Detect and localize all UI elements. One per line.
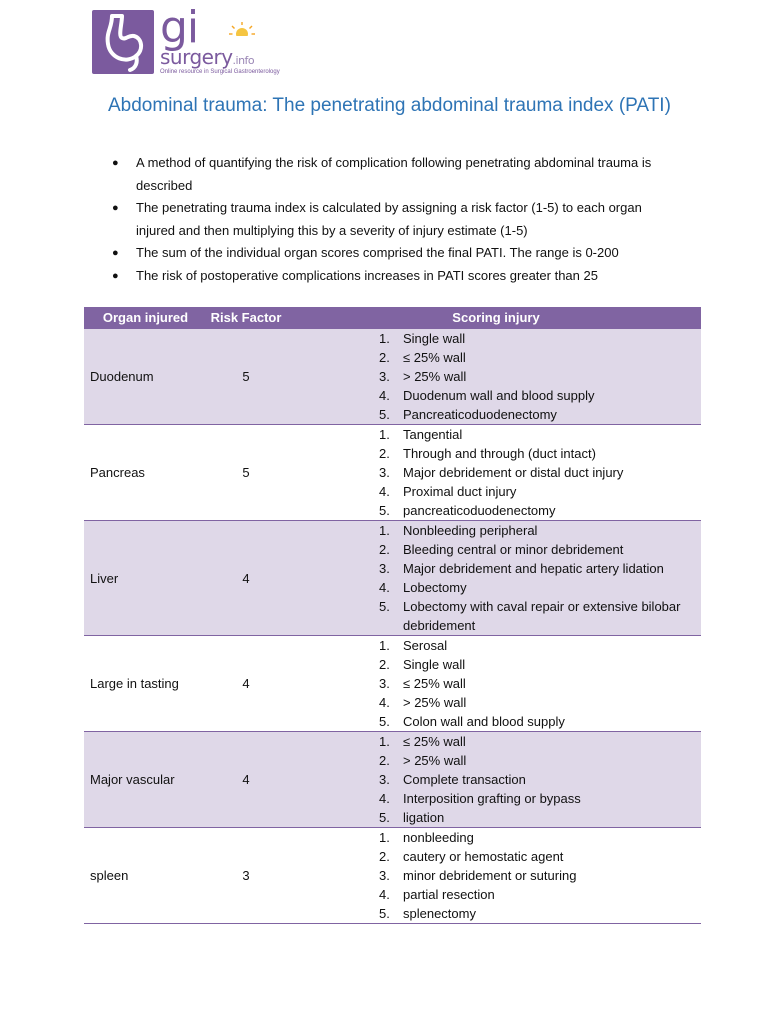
table-row: [84, 732, 701, 828]
organ-cell: spleen: [84, 828, 201, 924]
scoring-text: Colon wall and blood supply: [403, 714, 565, 729]
scoring-text: Major debridement and hepatic artery lidation: [403, 561, 664, 576]
header-organ: Organ injured: [84, 307, 201, 329]
organ-cell: Liver: [84, 521, 201, 636]
scoring-item: 1. Serosal: [379, 638, 448, 653]
stomach-logo-icon: [92, 10, 154, 74]
scoring-item: 4. partial resection: [379, 887, 495, 902]
scoring-item: 4. Interposition grafting or bypass: [379, 791, 581, 806]
logo-suffix: .info: [232, 54, 255, 67]
scoring-text: Bleeding central or minor debridement: [403, 542, 624, 557]
scoring-text: Pancreaticoduodenectomy: [403, 407, 557, 422]
bullet-item: [108, 265, 683, 288]
scoring-cell: [291, 636, 701, 732]
scoring-text: minor debridement or suturing: [403, 868, 577, 883]
scoring-text: Lobectomy with caval repair or extensive bilobar debridement: [403, 599, 681, 633]
page-title: Abdominal trauma: The penetrating abdominal trauma index (PATI): [108, 95, 671, 116]
header-scoring-injury: Scoring injury: [291, 307, 701, 329]
scoring-text: Single wall: [403, 331, 466, 346]
scoring-text: Tangential: [403, 427, 463, 442]
table-row: [84, 329, 701, 425]
table-row: [84, 828, 701, 924]
scoring-item: 4. Lobectomy: [379, 580, 467, 595]
scoring-item: 2. ≤ 25% wall: [379, 350, 466, 365]
table-header-row: [84, 307, 701, 329]
bullet-dot-icon: ●: [112, 202, 119, 214]
bullet-item: [108, 242, 683, 265]
scoring-item: 2. Bleeding central or minor debridement: [379, 542, 624, 557]
scoring-text: ≤ 25% wall: [403, 734, 466, 749]
risk-cell: 5: [201, 425, 291, 521]
scoring-item: 5. Colon wall and blood supply: [379, 714, 565, 729]
scoring-item: 5. ligation: [379, 810, 445, 825]
scoring-text: > 25% wall: [403, 369, 467, 384]
bullet-text: The sum of the individual organ scores comprised the final PATI. The range is 0-200: [136, 245, 619, 260]
scoring-list: [291, 329, 701, 424]
scoring-cell: [291, 732, 701, 828]
table-row: [84, 425, 701, 521]
scoring-text: Complete transaction: [403, 772, 526, 787]
bullet-dot-icon: ●: [112, 157, 119, 169]
scoring-list: [291, 425, 701, 520]
scoring-text: Proximal duct injury: [403, 484, 517, 499]
scoring-text: cautery or hemostatic agent: [403, 849, 564, 864]
scoring-text: Duodenum wall and blood supply: [403, 388, 595, 403]
scoring-item: 3. minor debridement or suturing: [379, 868, 577, 883]
scoring-text: Through and through (duct intact): [403, 446, 596, 461]
scoring-item: 3. > 25% wall: [379, 369, 467, 384]
scoring-text: splenectomy: [403, 906, 476, 921]
scoring-text: ≤ 25% wall: [403, 350, 466, 365]
scoring-list: [291, 732, 701, 827]
scoring-item: 3. ≤ 25% wall: [379, 676, 466, 691]
scoring-text: Serosal: [403, 638, 448, 653]
scoring-item: 4. Duodenum wall and blood supply: [379, 388, 595, 403]
scoring-text: Interposition grafting or bypass: [403, 791, 581, 806]
scoring-item: 3. Complete transaction: [379, 772, 526, 787]
bullet-dot-icon: ●: [112, 247, 119, 259]
scoring-item: 4. Proximal duct injury: [379, 484, 517, 499]
intro-bullet-list: [108, 152, 683, 287]
scoring-cell: [291, 828, 701, 924]
scoring-text: partial resection: [403, 887, 495, 902]
scoring-cell: [291, 329, 701, 425]
organ-cell: Large in tasting: [84, 636, 201, 732]
bullet-text: A method of quantifying the risk of complication following penetrating abdominal trauma is described: [136, 155, 652, 193]
site-logo[interactable]: [92, 2, 302, 76]
scoring-item: 5. splenectomy: [379, 906, 476, 921]
organ-cell: Duodenum: [84, 329, 201, 425]
pati-table: [84, 307, 701, 924]
risk-cell: 4: [201, 521, 291, 636]
bullet-text: The penetrating trauma index is calculated by assigning a risk factor (1-5) to each organ injured and then multiplying this by a severity of injury estimate (1-5): [136, 200, 642, 238]
table-row: [84, 521, 701, 636]
scoring-item: 5. Pancreaticoduodenectomy: [379, 407, 557, 422]
organ-cell: Pancreas: [84, 425, 201, 521]
bullet-item: [108, 197, 683, 242]
risk-cell: 4: [201, 636, 291, 732]
table-row: [84, 636, 701, 732]
scoring-item: 1. ≤ 25% wall: [379, 734, 466, 749]
scoring-text: pancreaticoduodenectomy: [403, 503, 556, 518]
bullet-dot-icon: ●: [112, 269, 119, 282]
scoring-item: 2. Single wall: [379, 657, 466, 672]
scoring-text: Major debridement or distal duct injury: [403, 465, 624, 480]
scoring-text: Lobectomy: [403, 580, 467, 595]
risk-cell: 3: [201, 828, 291, 924]
scoring-item: 2. > 25% wall: [379, 753, 467, 768]
scoring-cell: [291, 425, 701, 521]
scoring-text: Single wall: [403, 657, 466, 672]
scoring-item: 3. Major debridement and hepatic artery lidation: [379, 561, 664, 576]
scoring-list: [291, 828, 701, 923]
scoring-item: 5. pancreaticoduodenectomy: [379, 503, 556, 518]
scoring-item: 1. Nonbleeding peripheral: [379, 523, 538, 538]
logo-tagline: Online resource in Surgical Gastroenterology: [160, 69, 280, 75]
scoring-text: > 25% wall: [403, 753, 467, 768]
scoring-list: [291, 636, 701, 731]
scoring-cell: [291, 521, 701, 636]
scoring-item: 5. Lobectomy with caval repair or extensive bilobar debridement: [379, 599, 681, 633]
sun-icon: [228, 20, 256, 42]
risk-cell: 5: [201, 329, 291, 425]
bullet-item: [108, 152, 683, 197]
scoring-list: [291, 521, 701, 635]
scoring-item: 1. Tangential: [379, 427, 463, 442]
logo-surgery-word: surgery: [160, 45, 233, 69]
bullet-text: The risk of postoperative complications increases in PATI scores greater than 25: [136, 267, 598, 283]
scoring-item: 1. nonbleeding: [379, 830, 474, 845]
scoring-text: nonbleeding: [403, 830, 474, 845]
scoring-text: Nonbleeding peripheral: [403, 523, 538, 538]
scoring-item: 1. Single wall: [379, 331, 466, 346]
scoring-item: 2. cautery or hemostatic agent: [379, 849, 564, 864]
header-risk-factor: Risk Factor: [201, 307, 291, 329]
scoring-text: > 25% wall: [403, 695, 467, 710]
organ-cell: Major vascular: [84, 732, 201, 828]
logo-gi-text: gi: [160, 2, 199, 53]
risk-cell: 4: [201, 732, 291, 828]
scoring-item: 3. Major debridement or distal duct injury: [379, 465, 624, 480]
scoring-item: 2. Through and through (duct intact): [379, 446, 596, 461]
scoring-text: ≤ 25% wall: [403, 676, 466, 691]
scoring-text: ligation: [403, 810, 445, 825]
scoring-item: 4. > 25% wall: [379, 695, 467, 710]
